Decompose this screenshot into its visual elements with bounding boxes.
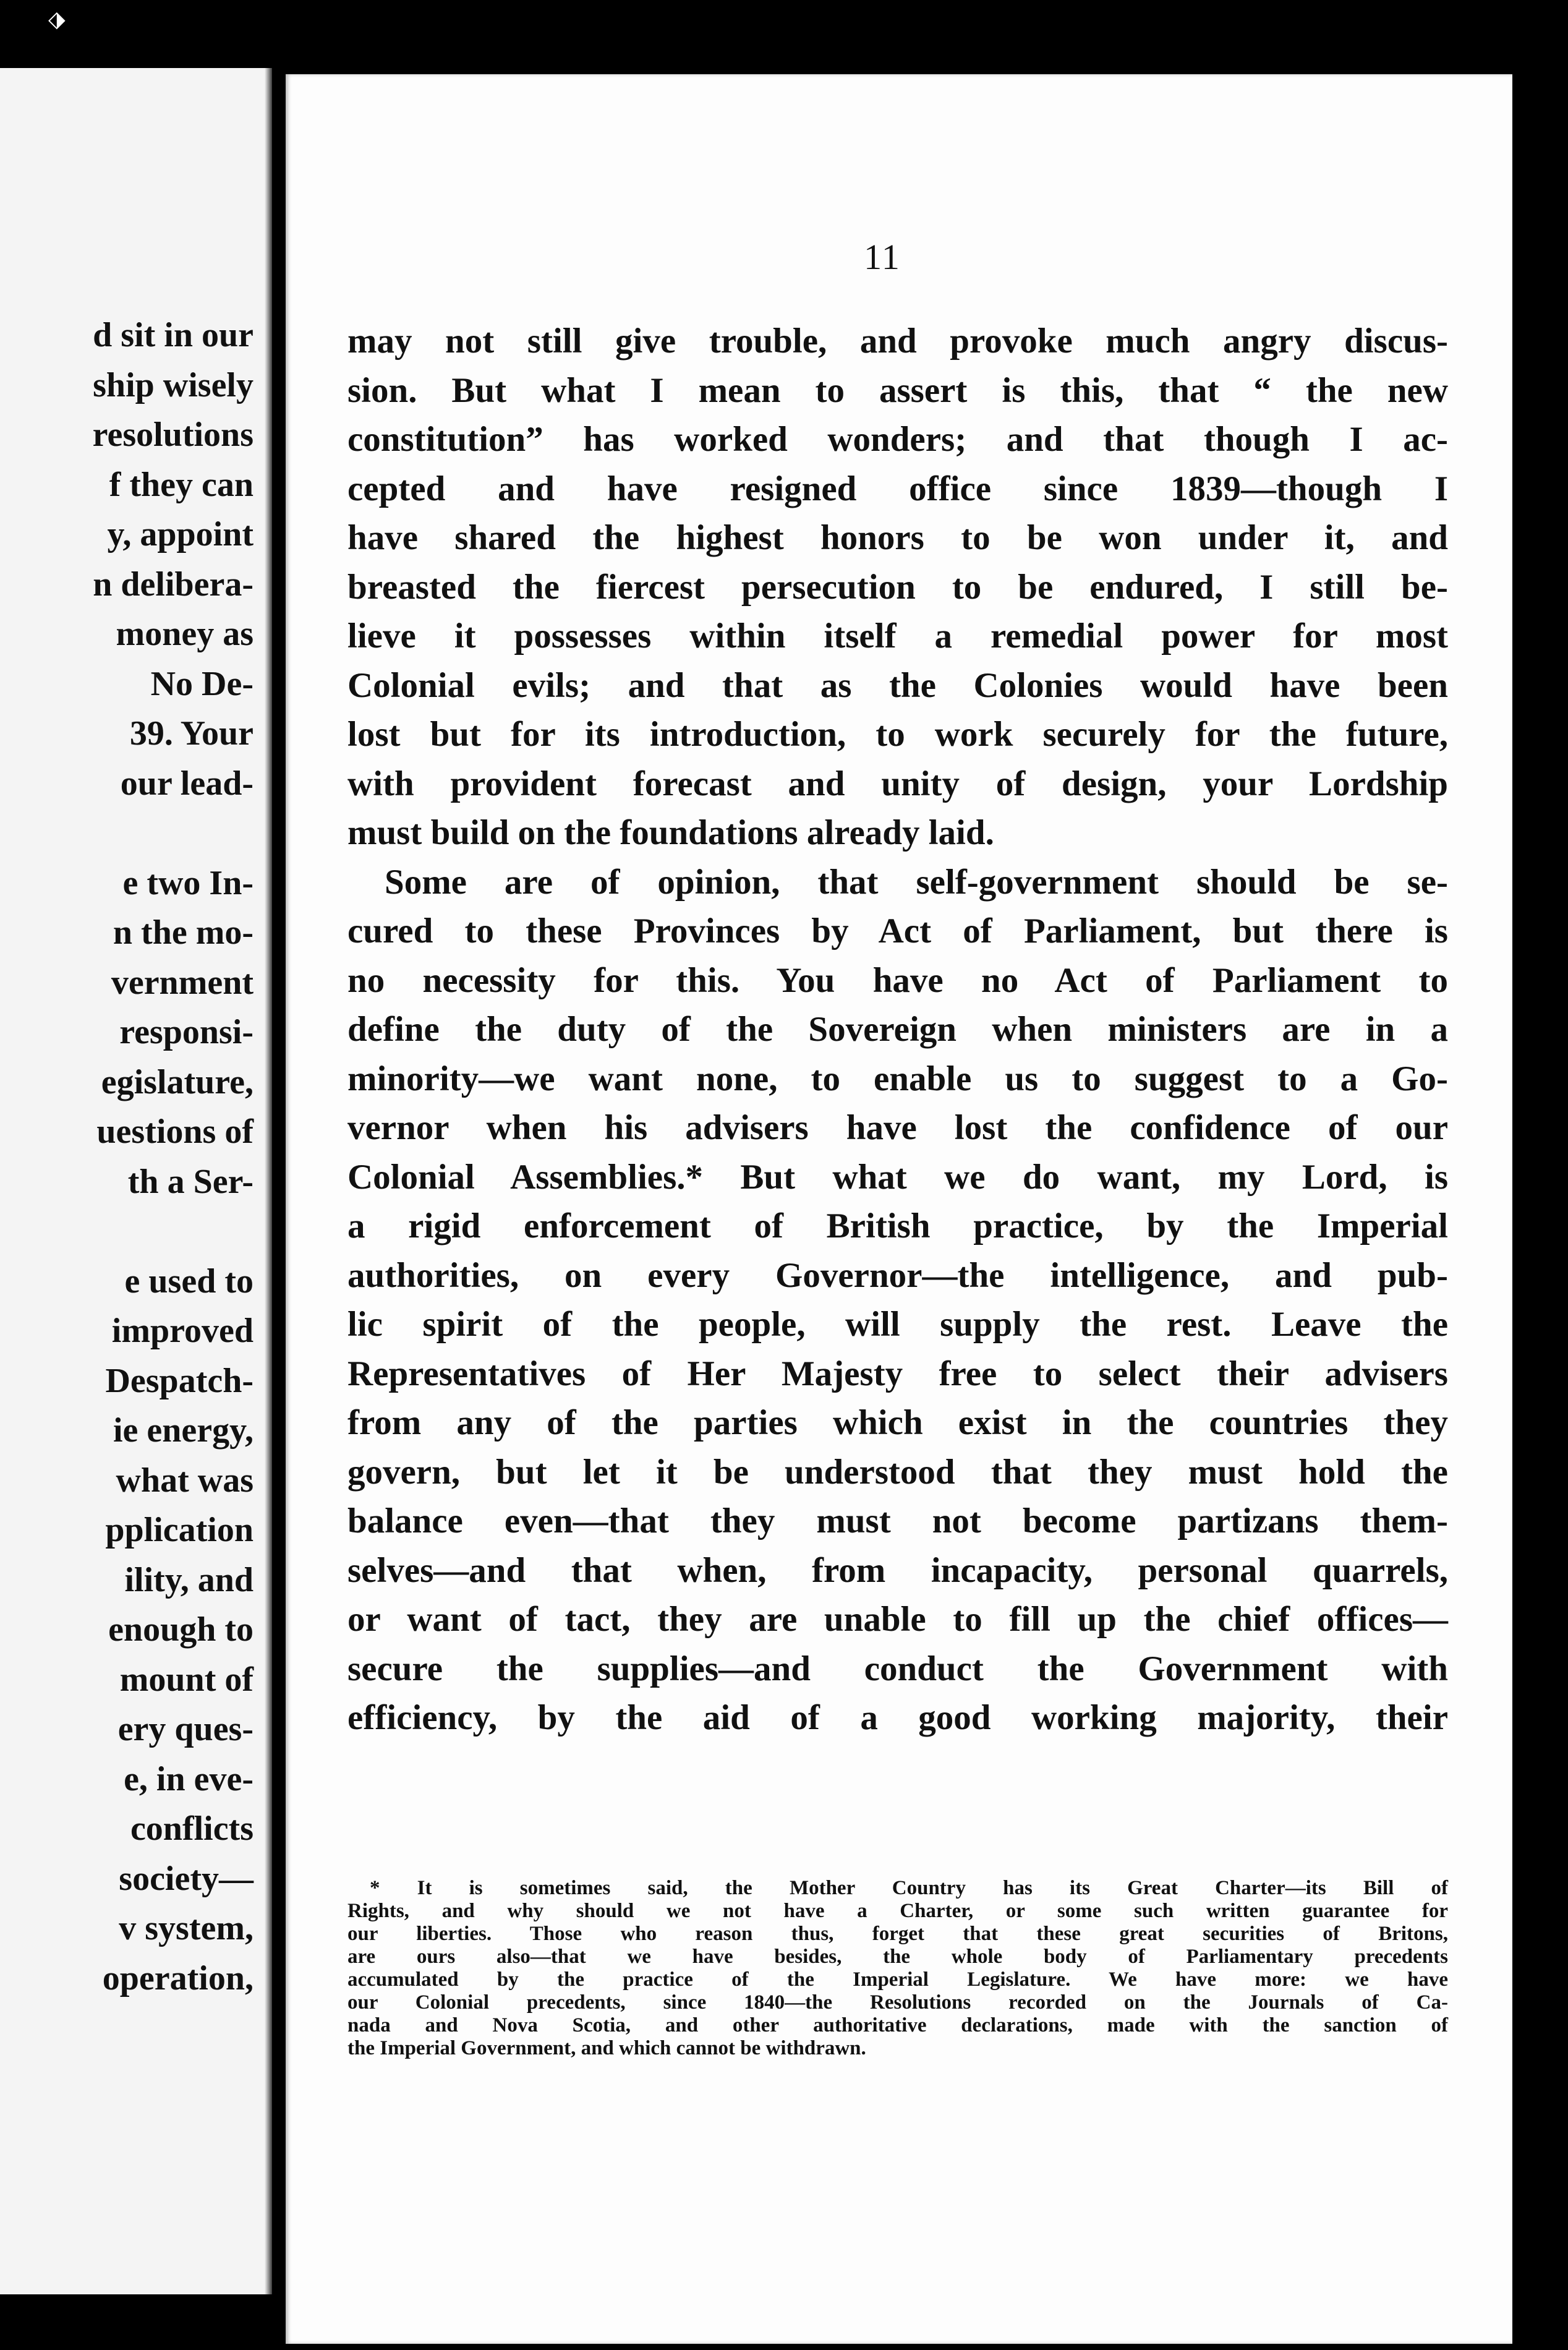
facing-line: enough to [108,1610,254,1649]
body-line: Representatives of Her Majesty free to select their advisers [347,1354,1448,1393]
body-line: Colonial Assemblies.* But what we do want, my Lord, is [347,1157,1448,1197]
facing-line: our lead- [120,764,254,803]
facing-page [0,68,272,2294]
footnote-line: Rights, and why should we not have a Charter, or some such written guarantee for [347,1900,1448,1922]
body-line: lieve it possesses within itself a remedial power for most [347,617,1448,656]
body-line: efficiency, by the aid of a good working majority, their [347,1698,1448,1737]
footnote-line: accumulated by the practice of the Imperial Legislature. We have more: we have [347,1968,1448,1991]
body-line: must build on the foundations already laid. [347,813,994,852]
page-gutter [265,68,272,2294]
facing-line: egislature, [101,1062,254,1101]
footnote-line: nada and Nova Scotia, and other authoritative declarations, made with the sanction of [347,2014,1448,2036]
body-line: may not still give trouble, and provoke much angry discus- [347,322,1448,361]
body-line: balance even—that they must not become partizans them- [347,1502,1448,1540]
facing-line: uestions of [96,1113,254,1151]
facing-line: th a Ser- [127,1162,254,1201]
body-line: Colonial evils; and that as the Colonies would have been [347,665,1448,705]
facing-line: vernment [111,963,254,1002]
footnote-line: our Colonial precedents, since 1840—the Resolutions recorded on the Journals of Ca- [347,1991,1448,2014]
body-line: no necessity for this. You have no Act of Parliament to [347,960,1448,1000]
facing-line: e two In- [122,863,254,902]
facing-line [0,1207,254,1257]
facing-line: responsi- [119,1013,254,1051]
facing-line: society— [119,1859,254,1898]
facing-line: money as [116,615,254,653]
body-line: have shared the highest honors to be won under it, and [347,518,1448,557]
body-line: or want of tact, they are unable to fill up the chief offices— [347,1600,1448,1639]
facing-line: ship wisely [93,365,254,404]
body-line: vernor when his advisers have lost the confidence of our [347,1108,1448,1147]
body-line: govern, but let it be understood that they must hold the [347,1452,1448,1492]
facing-line: resolutions [92,416,254,454]
body-line: a rigid enforcement of British practice, by the Imperial [347,1207,1448,1246]
facing-line: ie energy, [113,1411,254,1450]
body-line: authorities, on every Governor—the intelligence, and pub- [347,1255,1448,1295]
facing-line: n the mo- [113,913,254,952]
body-line: lic spirit of the people, will supply the rest. Leave the [347,1305,1448,1344]
body-line: Some are of opinion, that self-government should be se- [385,862,1448,902]
body-line: selves—and that when, from incapacity, personal quarrels, [347,1550,1448,1590]
body-line: from any of the parties which exist in the countries they [347,1403,1448,1442]
facing-line: y, appoint [107,515,254,553]
facing-line: ility, and [124,1560,254,1599]
body-line: secure the supplies—and conduct the Government with [347,1649,1448,1688]
facing-line: 39. Your [129,714,254,753]
facing-line: d sit in our [93,316,254,354]
facing-page-text [0,310,254,2003]
page-number: 11 [864,237,901,277]
scan-border [1512,74,1568,2344]
facing-line: pplication [105,1511,254,1549]
body-line: with provident forecast and unity of design, your Lordship [347,764,1448,803]
body-line: constitution” has worked wonders; and that though I ac- [347,420,1448,459]
facing-line: conflicts [130,1810,254,1848]
facing-line: Despatch- [105,1361,254,1400]
footnote [347,1877,1448,2060]
facing-line: mount of [119,1660,254,1699]
footnote-line: our liberties. Those who reason thus, forget that these great securities of Britons, [347,1923,1448,1945]
facing-line: e used to [124,1262,254,1301]
body-text [347,317,1448,1743]
body-line: minority—we want none, to enable us to suggest to a Go- [347,1059,1448,1098]
body-line: cepted and have resigned office since 1839—though I [347,469,1448,508]
body-line: cured to these Provinces by Act of Parliament, but there is [347,912,1448,951]
footnote-line: * It is sometimes said, the Mother Country has its Great Charter—its Bill of [370,1877,1448,1899]
main-page [286,74,1512,2344]
facing-line: what was [116,1461,254,1500]
corner-mark-icon: ⬗ [48,7,66,32]
facing-line: e, in eve- [124,1759,254,1798]
body-line: breasted the fiercest persecution to be endured, I still be- [347,567,1448,607]
facing-line: improved [111,1312,254,1350]
body-line: lost but for its introduction, to work securely for the future, [347,715,1448,754]
facing-line: No De- [150,664,254,703]
footnote-line: the Imperial Government, and which cannot be withdrawn. [347,2037,866,2059]
footnote-line: are ours also—that we have besides, the whole body of Parliamentary precedents [347,1946,1448,1968]
facing-line: n delibera- [93,565,254,604]
facing-line [0,808,254,858]
facing-line: ery ques- [117,1710,254,1748]
facing-line: operation, [102,1959,254,1998]
facing-line: v system, [119,1909,254,1947]
body-line: sion. But what I mean to assert is this, that “ the new [347,370,1448,410]
body-line: define the duty of the Sovereign when ministers are in a [347,1010,1448,1049]
facing-line: f they can [109,465,254,504]
